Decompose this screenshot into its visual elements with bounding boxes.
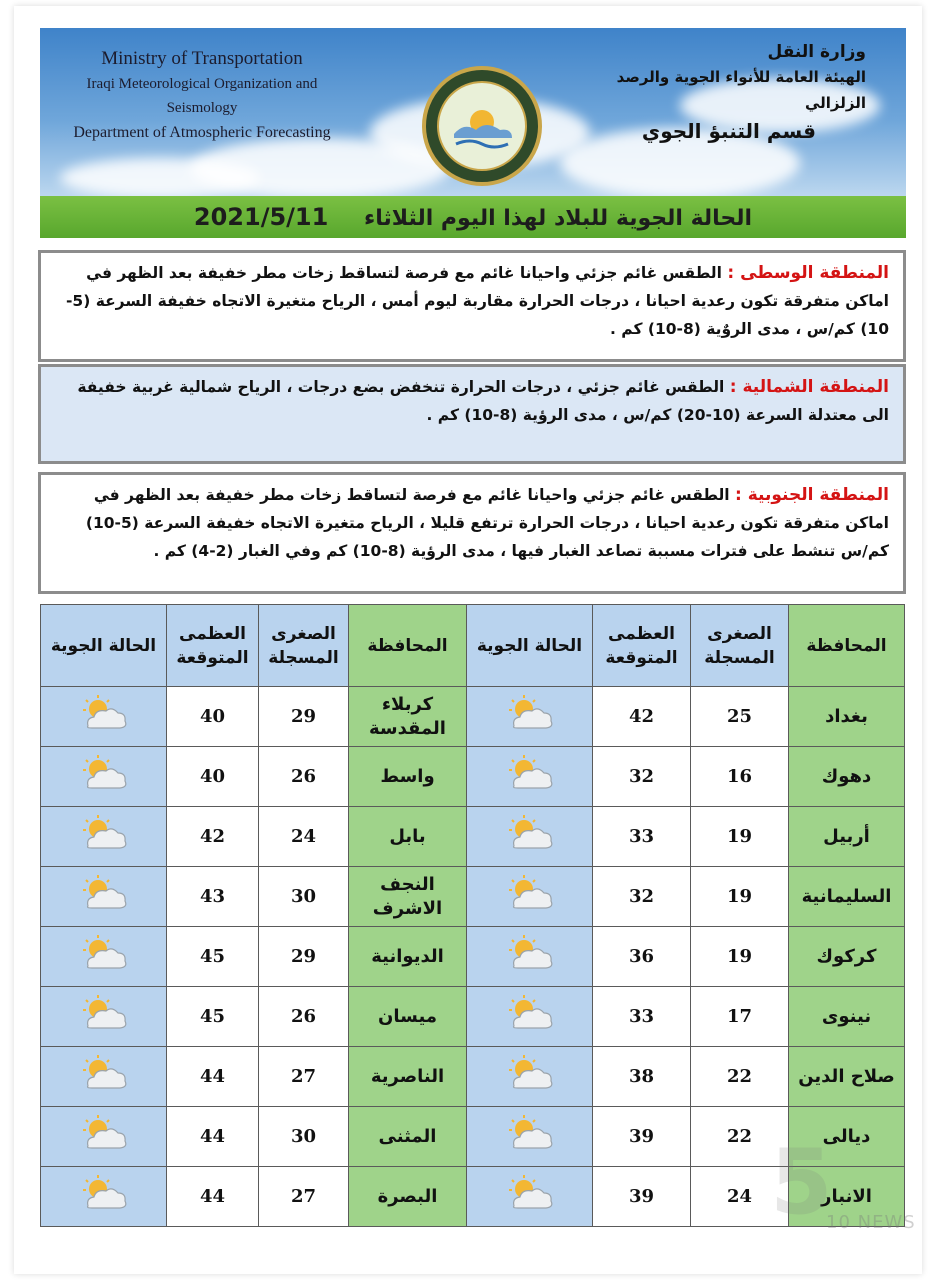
partly-cloudy-icon — [78, 994, 130, 1034]
table-row — [41, 747, 905, 807]
cell-max-temp: 32 — [593, 747, 691, 807]
cell-weather — [41, 687, 167, 747]
cell-weather — [467, 987, 593, 1047]
arabic-heading — [556, 40, 866, 146]
ministry-name-en: Ministry of Transportation — [101, 48, 303, 69]
cell-min-temp: 27 — [259, 1047, 349, 1107]
partly-cloudy-icon — [78, 1114, 130, 1154]
cell-max-temp: 44 — [167, 1167, 259, 1227]
region-south — [38, 472, 906, 594]
cell-weather — [41, 867, 167, 927]
cell-max-temp: 39 — [593, 1107, 691, 1167]
partly-cloudy-icon — [78, 694, 130, 734]
cell-weather — [41, 927, 167, 987]
cell-governorate: الديوانية — [349, 927, 467, 987]
cell-weather — [467, 1047, 593, 1107]
partly-cloudy-icon — [504, 994, 556, 1034]
department-name-en: Department of Atmospheric Forecasting — [73, 124, 331, 141]
partly-cloudy-icon — [504, 1114, 556, 1154]
cell-min-temp: 16 — [691, 747, 789, 807]
cell-weather — [467, 687, 593, 747]
partly-cloudy-icon — [504, 1054, 556, 1094]
table-row — [41, 927, 905, 987]
cell-governorate: واسط — [349, 747, 467, 807]
cell-max-temp: 33 — [593, 987, 691, 1047]
cell-max-temp: 40 — [167, 687, 259, 747]
english-heading — [52, 46, 352, 146]
cell-governorate: بغداد — [789, 687, 905, 747]
cell-min-temp: 25 — [691, 687, 789, 747]
cell-governorate: السليمانية — [789, 867, 905, 927]
cell-weather — [467, 1107, 593, 1167]
header-min-recorded: الصغرى المسجلة — [691, 605, 789, 687]
cell-max-temp: 38 — [593, 1047, 691, 1107]
cell-max-temp: 33 — [593, 807, 691, 867]
partly-cloudy-icon — [504, 1174, 556, 1214]
cell-governorate: الانبار — [789, 1167, 905, 1227]
department-name-ar: قسم التنبؤ الجوي — [641, 119, 816, 143]
cell-max-temp: 45 — [167, 987, 259, 1047]
cell-governorate: المثنى — [349, 1107, 467, 1167]
cell-governorate: دهوك — [789, 747, 905, 807]
cell-weather — [41, 747, 167, 807]
region-name: المنطقة الوسطى : — [727, 263, 889, 283]
cell-min-temp: 19 — [691, 927, 789, 987]
cell-min-temp: 24 — [259, 807, 349, 867]
cell-weather — [41, 1167, 167, 1227]
partly-cloudy-icon — [78, 1054, 130, 1094]
header-max-expected: العظمى المتوقعة — [593, 605, 691, 687]
cell-min-temp: 27 — [259, 1167, 349, 1227]
bulletin-title — [40, 196, 906, 238]
table-row — [41, 867, 905, 927]
table-row — [41, 687, 905, 747]
table-row — [41, 1047, 905, 1107]
partly-cloudy-icon — [504, 874, 556, 914]
table-header-row — [41, 605, 905, 687]
cell-min-temp: 22 — [691, 1047, 789, 1107]
cell-weather — [467, 927, 593, 987]
cell-weather — [41, 807, 167, 867]
watermark-logo: 5 — [770, 1130, 833, 1235]
region-name: المنطقة الجنوبية : — [735, 485, 889, 505]
header-weather: الحالة الجوية — [41, 605, 167, 687]
header-min-recorded: الصغرى المسجلة — [259, 605, 349, 687]
organization-name-en: Iraqi Meteorological Organization and Seismology — [86, 76, 318, 116]
organization-name-ar: الهيئة العامة للأنواء الجوية والرصد الزلزالي — [616, 68, 866, 112]
cell-max-temp: 43 — [167, 867, 259, 927]
title-bar — [40, 196, 906, 238]
cell-weather — [467, 1167, 593, 1227]
cell-governorate: الناصرية — [349, 1047, 467, 1107]
cell-min-temp: 24 — [691, 1167, 789, 1227]
bulletin-date: 2021/5/11 — [193, 203, 329, 231]
region-name: المنطقة الشمالية : — [729, 377, 889, 397]
cell-governorate: كربلاء المقدسة — [349, 687, 467, 747]
partly-cloudy-icon — [504, 814, 556, 854]
cell-min-temp: 26 — [259, 747, 349, 807]
table-row — [41, 807, 905, 867]
cell-min-temp: 29 — [259, 927, 349, 987]
header-max-expected: العظمى المتوقعة — [167, 605, 259, 687]
cell-governorate: ميسان — [349, 987, 467, 1047]
cell-max-temp: 39 — [593, 1167, 691, 1227]
cell-max-temp: 44 — [167, 1107, 259, 1167]
partly-cloudy-icon — [504, 694, 556, 734]
cell-min-temp: 30 — [259, 1107, 349, 1167]
cell-max-temp: 32 — [593, 867, 691, 927]
cell-governorate: النجف الاشرف — [349, 867, 467, 927]
cell-min-temp: 19 — [691, 807, 789, 867]
cell-min-temp: 29 — [259, 687, 349, 747]
cell-weather — [41, 987, 167, 1047]
cell-weather — [467, 747, 593, 807]
bulletin-title-text: الحالة الجوية للبلاد لهذا اليوم الثلاثاء — [364, 206, 753, 231]
watermark-text: 10 NEWS — [826, 1212, 916, 1233]
partly-cloudy-icon — [78, 874, 130, 914]
cell-weather — [41, 1107, 167, 1167]
partly-cloudy-icon — [78, 814, 130, 854]
cell-governorate: صلاح الدين — [789, 1047, 905, 1107]
cell-max-temp: 36 — [593, 927, 691, 987]
cell-governorate: أربيل — [789, 807, 905, 867]
region-north — [38, 364, 906, 464]
cell-weather — [467, 807, 593, 867]
region-forecast-text: الطقس غائم جزئي واحيانا غائم مع فرصة لتساقط زخات مطر خفيفة بعد الظهر في اماكن متفرقة تكون رعدية احيانا ، درجات الحرارة مقاربة ليوم أمس ، الرياح متغيرة الاتجاه خفيفة السرعة (5-10) كم/س ، مدى الروٌية (8-10) كم . — [65, 264, 889, 338]
cell-governorate: بابل — [349, 807, 467, 867]
region-forecast-text: الطقس غائم جزئي واحيانا غائم مع فرصة لتساقط زخات مطر خفيفة بعد الظهر في اماكن متفرقة تكون رعدية احيانا ، درجات الحرارة ترتفع قليلا ، الرياح متغيرة الاتجاه خفيفة السرعة (5-10) كم/س تنشط على فترات مسببة تصاعد الغبار فيها ، مدى الرؤية (8-10) كم وفي الغبار (2-4) كم . — [85, 486, 889, 560]
partly-cloudy-icon — [504, 754, 556, 794]
cell-governorate: نينوى — [789, 987, 905, 1047]
cell-max-temp: 44 — [167, 1047, 259, 1107]
header-governorate: المحافظة — [789, 605, 905, 687]
partly-cloudy-icon — [504, 934, 556, 974]
cell-weather — [41, 1047, 167, 1107]
partly-cloudy-icon — [78, 1174, 130, 1214]
table-row — [41, 987, 905, 1047]
cell-governorate: البصرة — [349, 1167, 467, 1227]
cell-min-temp: 17 — [691, 987, 789, 1047]
cell-min-temp: 26 — [259, 987, 349, 1047]
region-forecast-text: الطقس غائم جزئي ، درجات الحرارة تنخفض بضع درجات ، الرياح شمالية غربية خفيفة الى معتدلة السرعة (10-20) كم/س ، مدى الرؤية (8-10) كم . — [77, 378, 889, 424]
cell-min-temp: 30 — [259, 867, 349, 927]
cell-max-temp: 45 — [167, 927, 259, 987]
header-governorate: المحافظة — [349, 605, 467, 687]
cell-governorate: كركوك — [789, 927, 905, 987]
partly-cloudy-icon — [78, 754, 130, 794]
cell-min-temp: 22 — [691, 1107, 789, 1167]
header-banner — [40, 28, 906, 238]
partly-cloudy-icon — [78, 934, 130, 974]
cell-min-temp: 19 — [691, 867, 789, 927]
meteorological-seal-icon — [420, 64, 544, 188]
cell-governorate: ديالى — [789, 1107, 905, 1167]
cell-max-temp: 42 — [593, 687, 691, 747]
header-weather: الحالة الجوية — [467, 605, 593, 687]
cell-max-temp: 40 — [167, 747, 259, 807]
cell-weather — [467, 867, 593, 927]
cell-max-temp: 42 — [167, 807, 259, 867]
ministry-name-ar: وزارة النقل — [767, 42, 866, 62]
region-central — [38, 250, 906, 362]
